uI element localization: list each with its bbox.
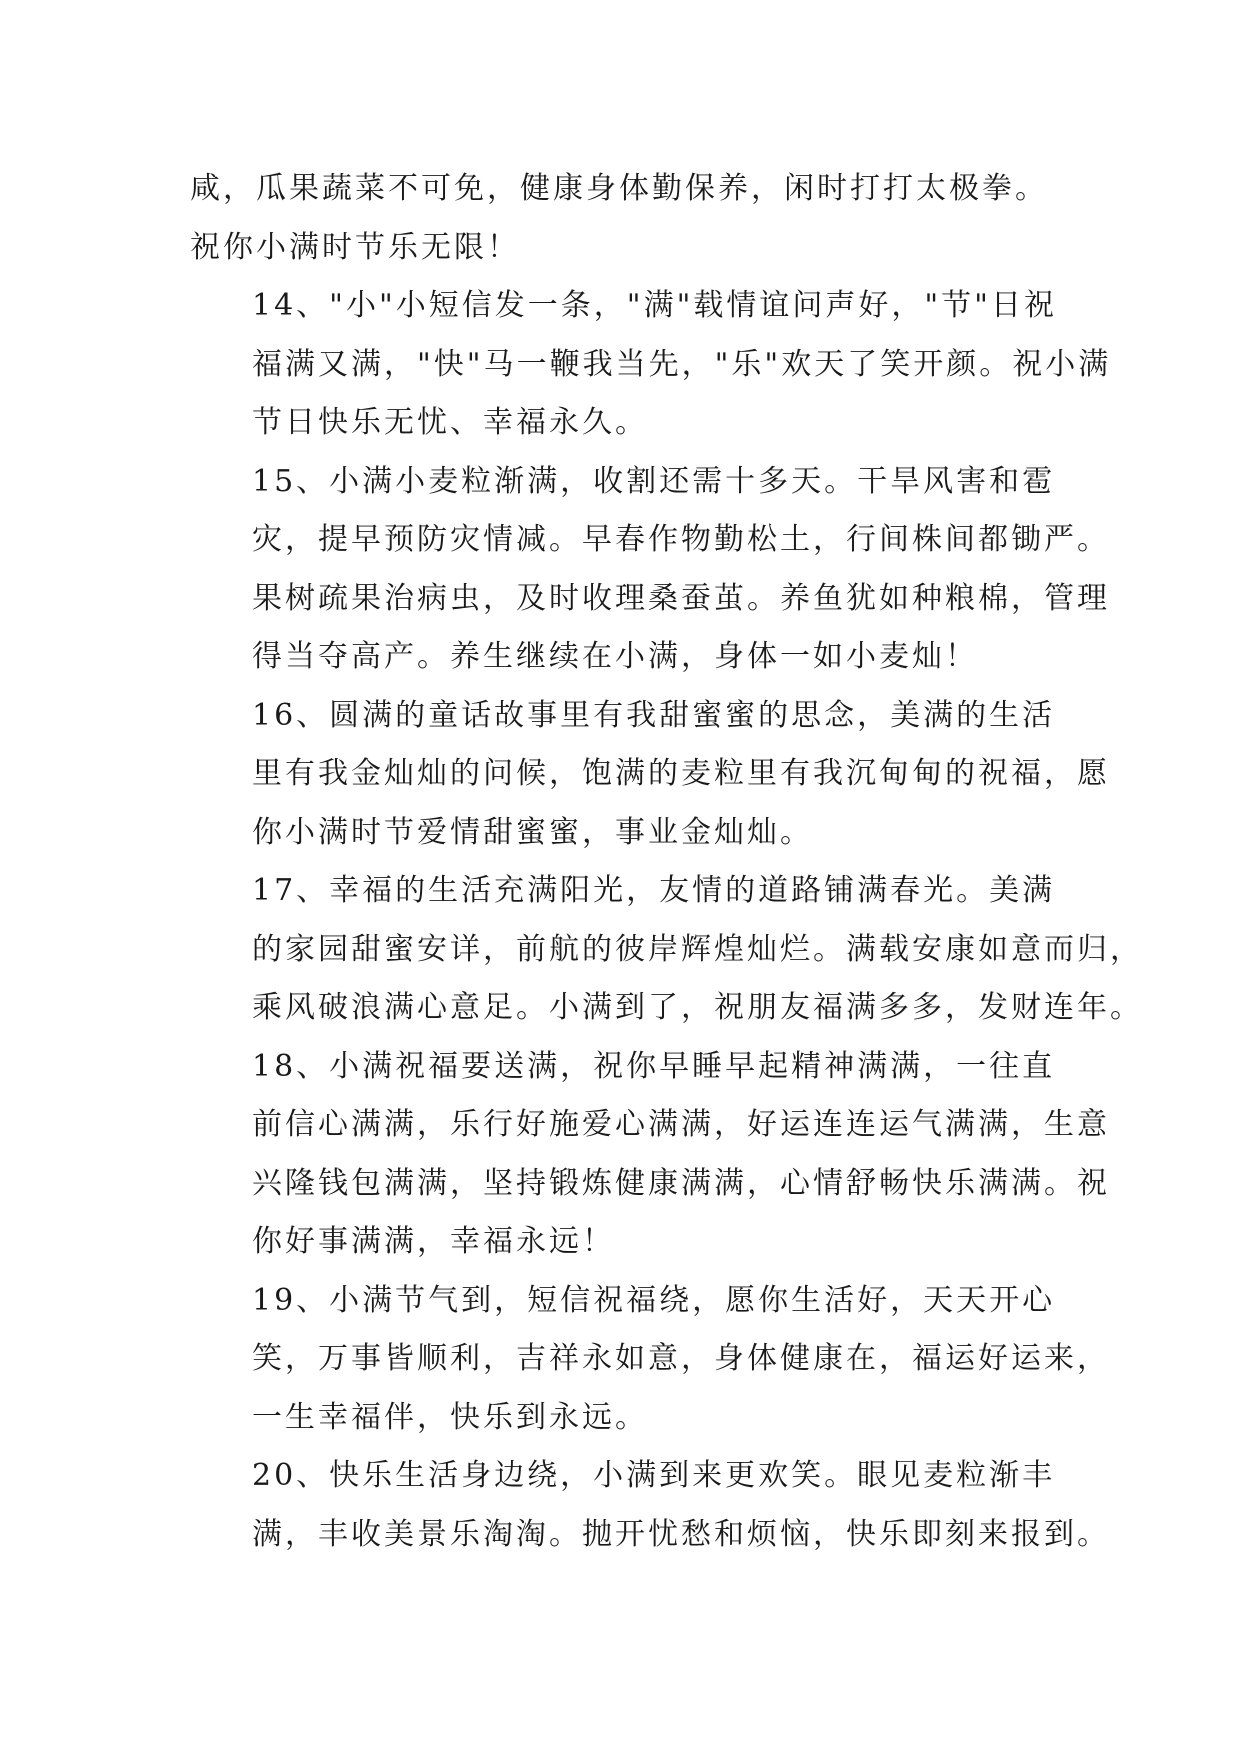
text-line: 得当夺高产。养生继续在小满，身体一如小麦灿！ [252, 639, 978, 674]
text-line: 灾，提早预防灾情减。早春作物勤松土，行间株间都锄严。 [252, 522, 1110, 557]
text-line: 祝你小满时节乐无限！ [190, 229, 520, 265]
text-line: 15、小满小麦粒渐满，收割还需十多天。干旱风害和雹 [252, 463, 1056, 499]
text-line: 你小满时节爱情甜蜜蜜，事业金灿灿。 [252, 814, 813, 850]
paragraph-20 [190, 1447, 1110, 1564]
text-line: 16、圆满的童话故事里有我甜蜜蜜的思念，美满的生活 [252, 697, 1056, 733]
text-line: 节日快乐无忧、幸福永久。 [252, 405, 648, 440]
paragraph-19 [190, 1272, 1110, 1448]
text-line: 的家园甜蜜安详，前航的彼岸辉煌灿烂。满载安康如意而归， [252, 931, 1143, 967]
paragraph-15 [190, 453, 1110, 687]
text-line: 19、小满节气到，短信祝福绕，愿你生活好，天天开心 [252, 1282, 1056, 1318]
text-line: 福满又满，"快"马一鞭我当先，"乐"欢天了笑开颜。祝小满 [252, 346, 1112, 382]
paragraph-13-continuation [190, 160, 1070, 277]
text-line: 乘风破浪满心意足。小满到了，祝朋友福满多多，发财连年。 [252, 990, 1143, 1025]
text-line: 17、幸福的生活充满阳光，友情的道路铺满春光。美满 [252, 873, 1056, 908]
text-line: 满，丰收美景乐淘淘。抛开忧愁和烦恼，快乐即刻来报到。 [252, 1516, 1110, 1552]
text-line: 14、"小"小短信发一条，"满"载情谊问声好，"节"日祝 [252, 288, 1057, 323]
text-line: 20、快乐生活身边绕，小满到来更欢笑。眼见麦粒渐丰 [252, 1458, 1056, 1493]
text-line: 笑，万事皆顺利，吉祥永如意，身体健康在，福运好运来， [252, 1341, 1110, 1376]
paragraph-18 [190, 1038, 1110, 1272]
document-page [190, 160, 1143, 1564]
text-line: 前信心满满，乐行好施爱心满满，好运连连运气满满，生意 [252, 1107, 1110, 1142]
text-line: 你好事满满，幸福永远！ [252, 1224, 615, 1259]
text-line: 一生幸福伴，快乐到永远。 [252, 1399, 648, 1435]
text-line: 果树疏果治病虫，及时收理桑蚕茧。养鱼犹如种粮棉，管理 [252, 580, 1110, 616]
paragraph-16 [190, 687, 1110, 863]
paragraph-17 [190, 862, 1143, 1038]
text-line: 兴隆钱包满满，坚持锻炼健康满满，心情舒畅快乐满满。祝 [252, 1165, 1110, 1201]
text-line: 咸，瓜果蔬菜不可免，健康身体勤保养，闲时打打太极拳。 [190, 171, 1048, 206]
text-line: 里有我金灿灿的问候，饱满的麦粒里有我沉甸甸的祝福，愿 [252, 756, 1110, 791]
paragraph-14 [190, 277, 1112, 453]
text-line: 18、小满祝福要送满，祝你早睡早起精神满满，一往直 [252, 1048, 1056, 1084]
